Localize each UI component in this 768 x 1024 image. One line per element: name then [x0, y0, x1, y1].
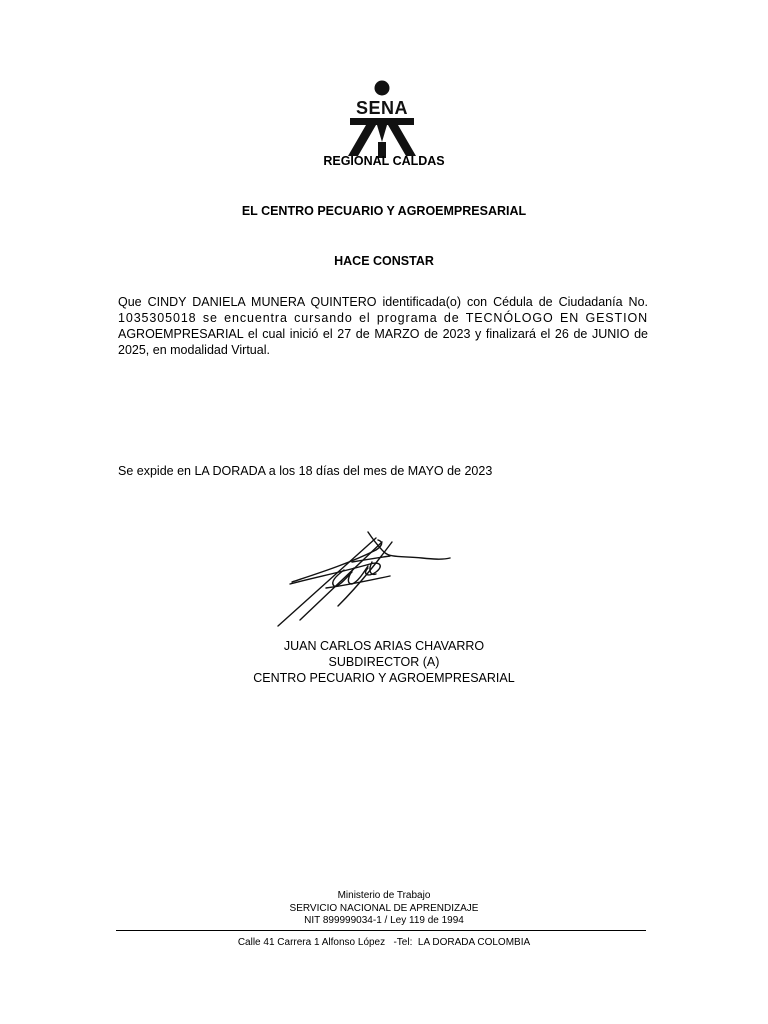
- signer-name: JUAN CARLOS ARIAS CHAVARRO: [283, 639, 485, 653]
- hace-constar-heading: HACE CONSTAR: [334, 254, 434, 268]
- sena-logo: [344, 80, 420, 160]
- body-line-2: 1035305018 se encuentra cursando el programa de TECNÓLOGO EN GESTION: [118, 311, 648, 325]
- body-line-3: AGROEMPRESARIAL el cual inició el 27 de MARZO de 2023 y finalizará el 26 de JUNIO de: [118, 327, 648, 341]
- body-line-1: Que CINDY DANIELA MUNERA QUINTERO identificada(o) con Cédula de Ciudadanía No.: [118, 295, 648, 309]
- signer-center: CENTRO PECUARIO Y AGROEMPRESARIAL: [253, 671, 515, 685]
- issue-statement: Se expide en LA DORADA a los 18 días del mes de MAYO de 2023: [118, 464, 493, 478]
- centro-heading: EL CENTRO PECUARIO Y AGROEMPRESARIAL: [241, 204, 527, 218]
- handwritten-signature: [272, 528, 492, 632]
- footer-nit: NIT 899999034-1 / Ley 119 de 1994: [304, 915, 464, 926]
- footer-servicio: SERVICIO NACIONAL DE APRENDIZAJE: [289, 902, 479, 914]
- signer-title: SUBDIRECTOR (A): [328, 655, 440, 669]
- certificate-body: [118, 294, 648, 358]
- regional-heading: REGIONAL CALDAS: [323, 154, 445, 168]
- signer-block: [0, 638, 768, 686]
- body-line-4: 2025, en modalidad Virtual.: [118, 343, 270, 357]
- footer-institution: [0, 890, 768, 928]
- svg-text:SENA: SENA: [355, 98, 409, 118]
- footer-divider: [116, 930, 646, 931]
- footer-ministerio: Ministerio de Trabajo: [337, 890, 431, 901]
- footer-address: Calle 41 Carrera 1 Alfonso López -Tel: LA DORADA COLOMBIA: [237, 937, 531, 948]
